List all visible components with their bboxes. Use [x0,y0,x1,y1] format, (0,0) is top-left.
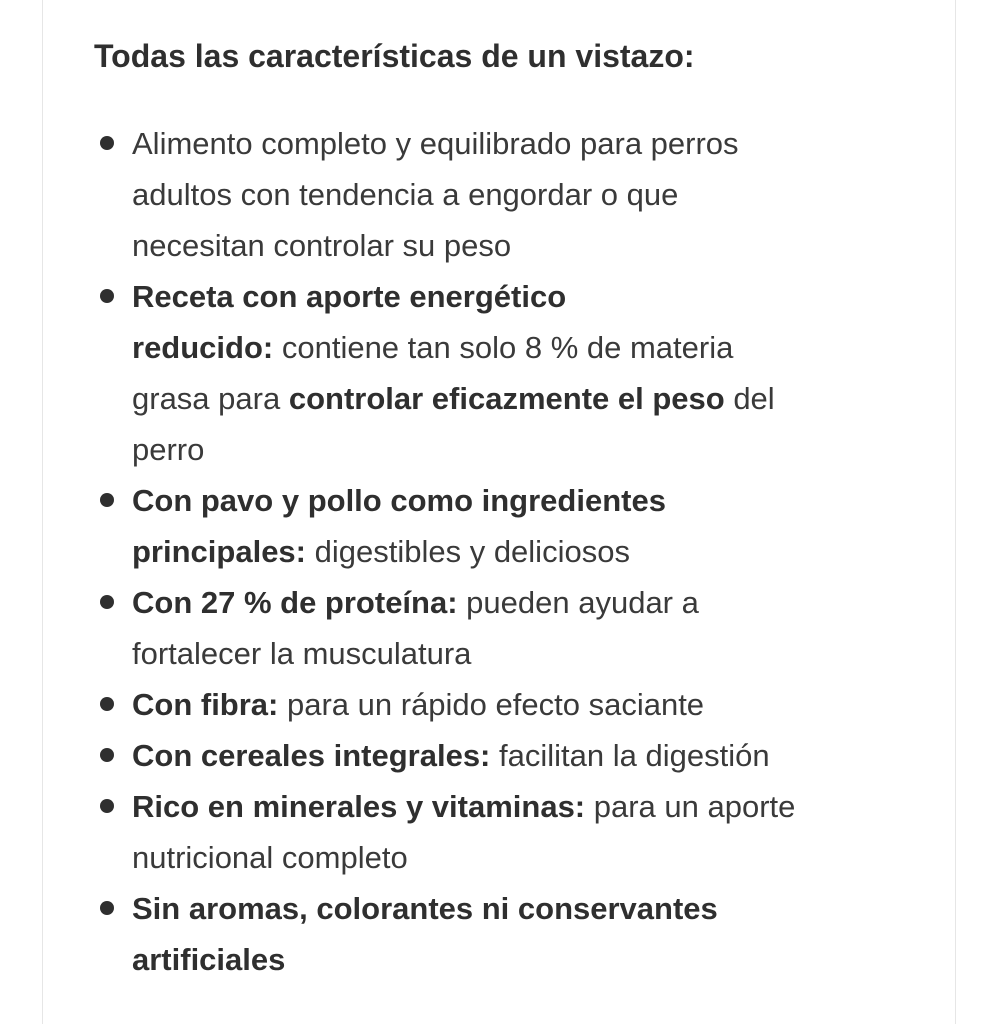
feature-lead: reducido: [132,330,274,365]
bullet-icon [100,136,114,150]
feature-text: pueden ayudar a [457,585,699,620]
feature-text: nutricional completo [132,840,408,875]
feature-lead: artificiales [132,942,286,977]
feature-lead: Sin aromas, colorantes ni conservantes [132,891,718,926]
feature-lead: Con 27 % de proteína: [132,585,458,620]
feature-text: necesitan controlar su peso [132,228,512,263]
feature-lead: Con cereales integrales: [132,738,491,773]
bullet-icon [100,493,114,507]
feature-lead: Receta con aporte energético [132,279,567,314]
feature-text: adultos con tendencia a engordar o que [132,177,679,212]
feature-text: digestibles y deliciosos [306,534,630,569]
feature-text: Alimento completo y equilibrado para perros [132,126,739,161]
list-item [94,679,884,730]
list-item [94,730,884,781]
list-item [94,781,884,883]
feature-emphasis: controlar eficazmente el peso [288,381,725,416]
feature-lead: Con fibra: [132,687,279,722]
feature-lead: Rico en minerales y vitaminas: [132,789,586,824]
feature-lead: principales: [132,534,306,569]
bullet-icon [100,595,114,609]
features-heading: Todas las características de un vistazo: [94,38,695,74]
list-item [94,883,884,985]
bullet-icon [100,748,114,762]
feature-lead: Con pavo y pollo como ingredientes [132,483,666,518]
feature-text: para un rápido efecto saciante [278,687,705,722]
feature-text: contiene tan solo 8 % de materia [273,330,734,365]
feature-text: del [724,381,775,416]
feature-text: facilitan la digestión [490,738,770,773]
list-item [94,118,884,271]
feature-text: perro [132,432,205,467]
feature-text: para un aporte [585,789,796,824]
bullet-icon [100,901,114,915]
features-list [94,118,884,985]
bullet-icon [100,799,114,813]
bullet-icon [100,697,114,711]
bullet-icon [100,289,114,303]
list-item [94,475,884,577]
feature-text: grasa para [132,381,289,416]
feature-text: fortalecer la musculatura [132,636,472,671]
list-item [94,271,884,475]
list-item [94,577,884,679]
